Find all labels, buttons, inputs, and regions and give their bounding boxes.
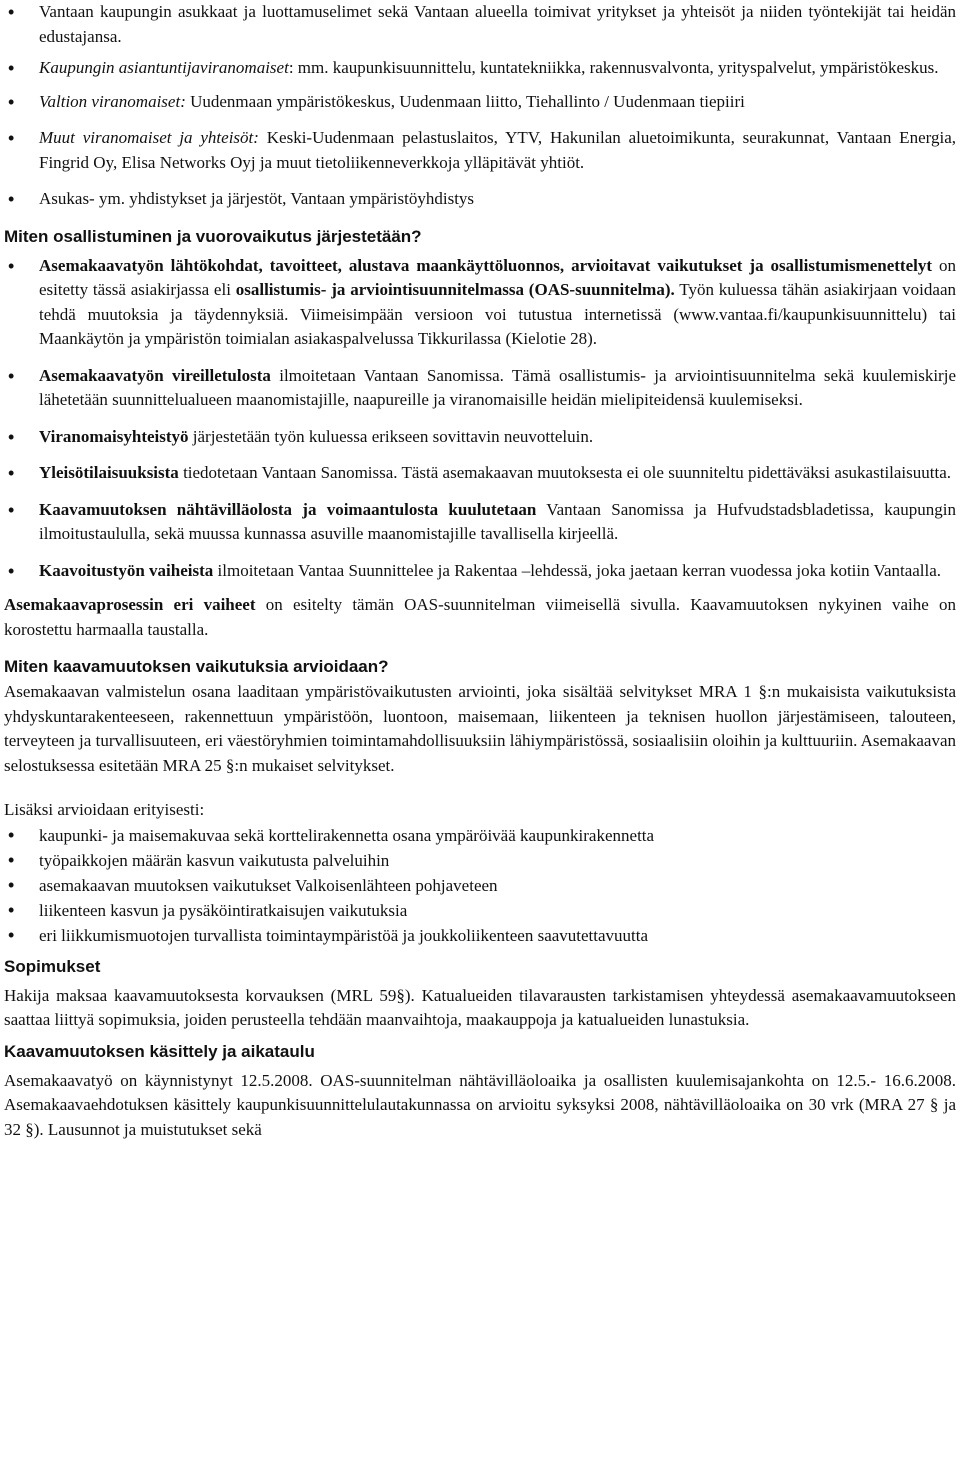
section-heading: Sopimukset — [4, 956, 101, 976]
list-item: • liikenteen kasvun ja pysäköintiratkaisujen vaikutuksia — [4, 898, 956, 923]
impacts-paragraph: Asemakaavan valmistelun osana laaditaan ympäristövaikutusten arviointi, joka sisältää selvitykset MRA 1 §:n mukaisista vaikutuksista yhdyskuntarakenteeseen, rakennettuun ympäristöön, luontoon, maisemaan, liikenteen ja teknisen huollon järjestämiseen, talouteen, terveyteen ja turvallisuuteen, eri väestöryhmien toimintamahdollisuuksiin lähiympäristössä, sosiaalisiin oloihin ja kulttuuriin. Asemakaavan selostuksessa esitetään MRA 25 §:n mukaiset selvitykset. — [4, 682, 956, 775]
process-paragraph: Asemakaavaprosessin eri vaiheet on esitelty tämän OAS-suunnitelman viimeisellä sivulla. Kaavamuutoksen nykyinen vaihe on korostettu harmaalla taustalla. — [4, 595, 957, 639]
list-item: • asemakaavan muutoksen vaikutukset Valkoisenlähteen pohjaveteen — [4, 873, 956, 898]
list-item: • Kaavoitustyön vaiheista ilmoitetaan Vantaa Suunnittelee ja Rakentaa –lehdessä, joka jaetaan kerran vuodessa joka kotiin Vantaalla. — [4, 559, 956, 584]
impacts-list — [4, 823, 956, 948]
list-item: • Viranomaisyhteistyö järjestetään työn kuluessa erikseen sovittavin neuvotteluin. — [4, 425, 956, 450]
list-item: • työpaikkojen määrän kasvun vaikutusta palveluihin — [4, 848, 956, 873]
document-page — [4, 0, 956, 1142]
list-item: • Kaupungin asiantuntijaviranomaiset: mm. kaupunkisuunnittelu, kuntatekniikka, rakennusvalvonta, yrityspalvelut, ympäristökeskus. — [4, 56, 956, 81]
list-item: • Asemakaavatyön lähtökohdat, tavoitteet, alustava maankäyttöluonnos, arvioitavat vaikutukset ja osallistumismenettelyt on esitetty tässä asiakirjassa eli osallistumis- ja arviointisuunnitelmassa (OAS-suunnitelma). Työn kuluessa tähän asiakirjaan voidaan tehdä muutoksia ja täydennyksiä. Viimeisimpään versioon voi tutustua internetissä (www.vantaa.fi/kaupunkisuunnittelu) tai Maankäytön ja ympäristön toimialan asiakaspalvelussa Tikkurilassa (Kielotie 28). — [4, 254, 956, 352]
section-heading: Kaavamuutoksen käsittely ja aikataulu — [4, 1041, 315, 1061]
list-item: • Vantaan kaupungin asukkaat ja luottamuselimet sekä Vantaan alueella toimivat yritykset ja yhteisöt ja niiden työntekijät tai heidän edustajansa. — [4, 0, 956, 49]
list-item: • Asukas- ym. yhdistykset ja järjestöt, Vantaan ympäristöyhdistys — [4, 187, 956, 212]
list-item: • Valtion viranomaiset: Uudenmaan ympäristökeskus, Uudenmaan liitto, Tiehallinto / Uudenmaan tiepiiri — [4, 90, 956, 115]
list-item: • Asemakaavatyön vireilletulosta ilmoitetaan Vantaan Sanomissa. Tämä osallistumis- ja arviointisuunnitelma sekä kuulemiskirje lähetetään suunnittelualueen maanomistajille, naapureille ja viranomaisille heidän mielipiteidensä kuulemiseksi. — [4, 364, 956, 413]
list-item: • Muut viranomaiset ja yhteisöt: Keski-Uudenmaan pelastuslaitos, YTV, Hakunilan aluetoimikunta, seurakunnat, Vantaan Energia, Fingrid Oy, Elisa Networks Oyj ja muut tietoliikenneverkkoja ylläpitävät yhtiöt. — [4, 126, 956, 175]
agreements-paragraph: Hakija maksaa kaavamuutoksesta korvauksen (MRL 59§). Katualueiden tilavarausten tarkistamisen yhteydessä asemakaavamuutokseen saattaa liittyä sopimuksia, joiden perusteella tehdään maanvaihtoja, maakauppoja ja katualueiden lunastuksia. — [4, 985, 956, 1029]
list-item: • kaupunki- ja maisemakuvaa sekä korttelirakennetta osana ympäröivää kaupunkirakennetta — [4, 823, 956, 848]
schedule-paragraph: Asemakaavatyö on käynnistynyt 12.5.2008. OAS-suunnitelman nähtävilläoloaika ja osallisten kuulemisajankohta on 12.5.- 16.6.2008. Asemakaavaehdotuksen käsittely kaupunkisuunnittelulautakunnassa on arvioitu syksyksi 2008, nähtävilläoloaika on 30 vrk (MRA 27 § ja 32 §). Lausunnot ja muistutukset sekä — [4, 1070, 956, 1139]
list-item: • Kaavamuutoksen nähtävilläolosta ja voimaantulosta kuulutetaan Vantaan Sanomissa ja Hufvudstadsbladetissa, kaupungin ilmoitustaululla, sekä muussa kunnassa asuville maanomistajille tavallisella kirjeellä. — [4, 498, 956, 547]
participation-list — [4, 254, 956, 584]
impacts-intro: Lisäksi arvioidaan erityisesti: — [4, 800, 205, 819]
stakeholder-list — [4, 0, 956, 212]
list-item: • Yleisötilaisuuksista tiedotetaan Vantaan Sanomissa. Tästä asemakaavan muutoksesta ei ole suunniteltu pidettäväksi asukastilaisuutta. — [4, 461, 956, 486]
item-label: Kaupungin asiantuntijaviranomaiset — [39, 58, 289, 77]
list-item: • eri liikkumismuotojen turvallista toimintaympäristöä ja joukkoliikenteen saavutettavuutta — [4, 923, 956, 948]
item-label: Muut viranomaiset ja yhteisöt: — [39, 128, 259, 147]
section-heading: Miten osallistuminen ja vuorovaikutus järjestetään? — [4, 226, 422, 246]
item-label: Valtion viranomaiset: — [39, 91, 186, 111]
section-heading: Miten kaavamuutoksen vaikutuksia arvioidaan? — [4, 657, 389, 676]
